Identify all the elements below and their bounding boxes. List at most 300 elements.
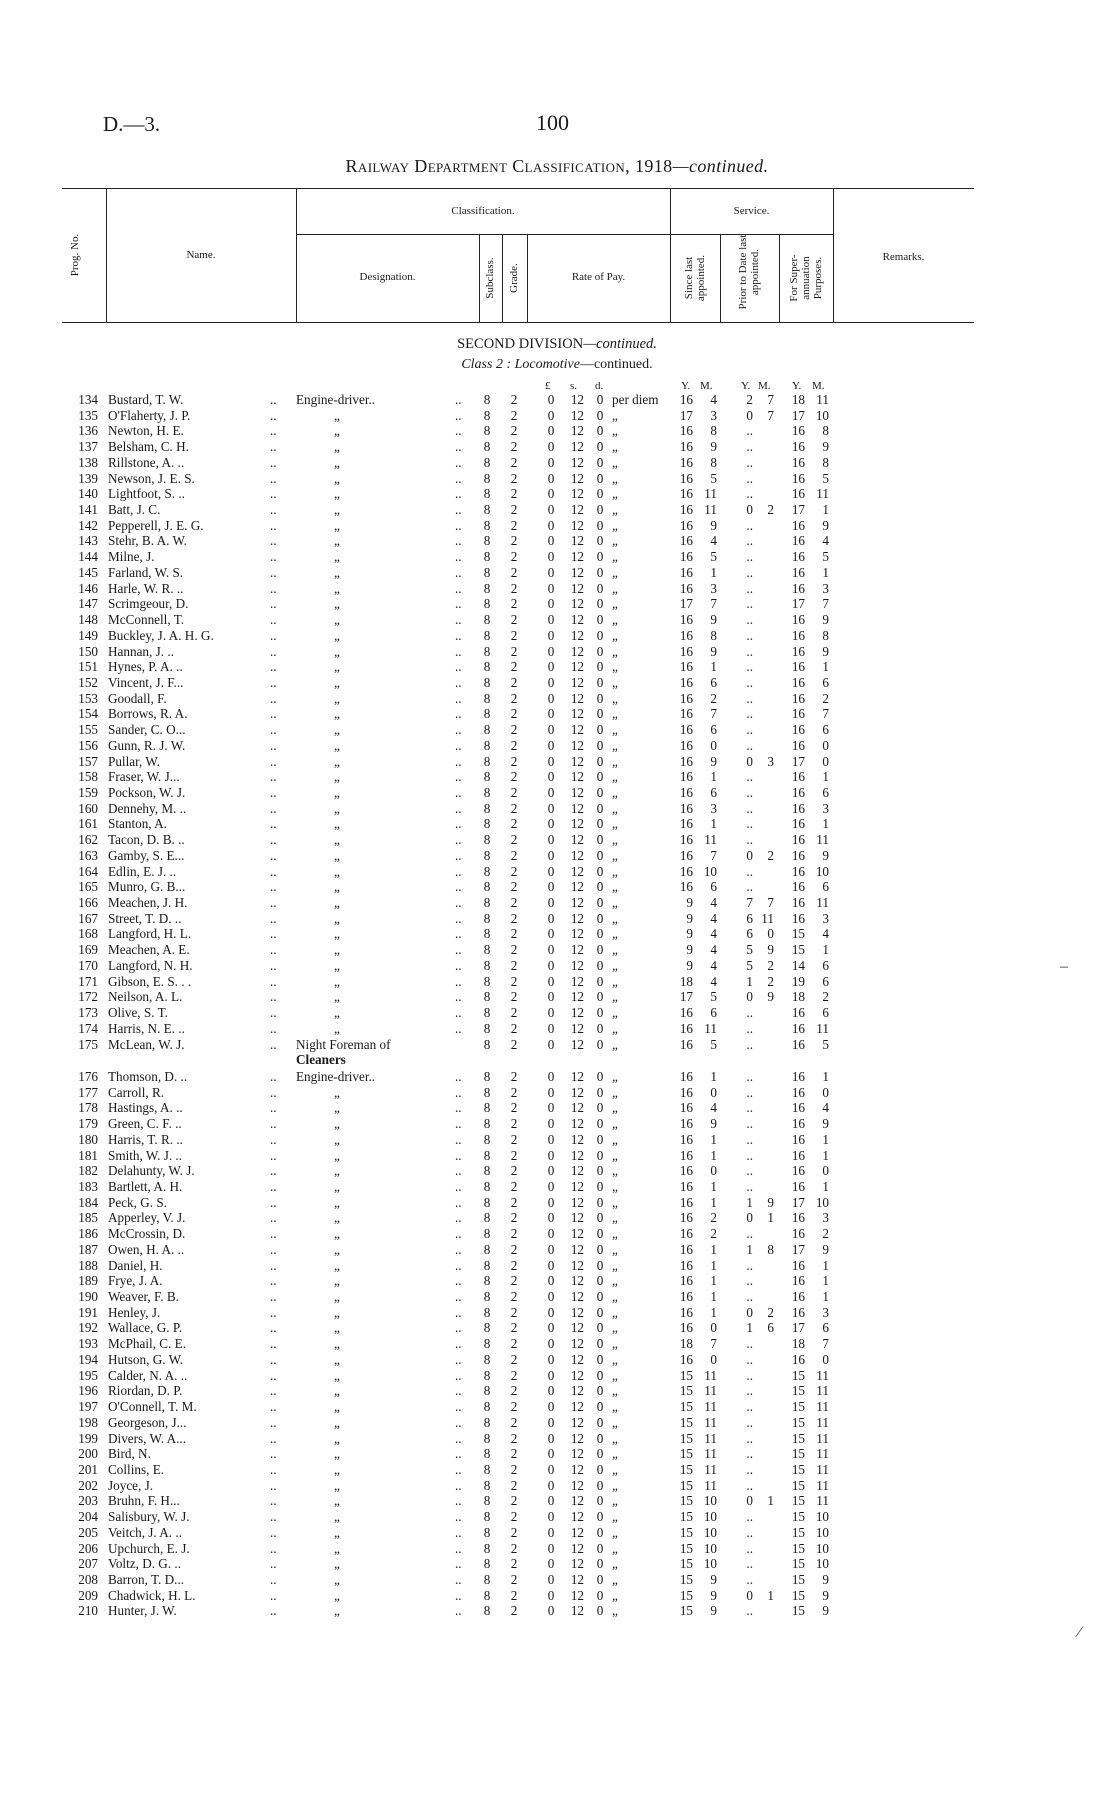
super-months: 1 xyxy=(822,1068,829,1084)
prior-years: .. xyxy=(746,612,753,628)
leader-dots: .. xyxy=(270,1493,277,1509)
super-years: 16 xyxy=(791,1210,805,1226)
leader-dots: .. xyxy=(455,847,462,863)
pay-pounds: 0 xyxy=(547,1572,555,1587)
super-months: 6 xyxy=(822,1320,829,1336)
designation: „ xyxy=(334,785,340,800)
unit-pence: d. xyxy=(595,380,604,392)
since-months: 1 xyxy=(710,564,717,580)
grade: 2 xyxy=(510,1036,518,1052)
prior-months: 11 xyxy=(761,910,774,926)
designation: „ xyxy=(334,1116,340,1132)
leader-dots: .. xyxy=(270,942,277,958)
super-months: 5 xyxy=(822,1036,829,1052)
leader-dots: .. xyxy=(270,1005,277,1021)
header-bottom-rule xyxy=(62,322,974,323)
pay-shillings: 12 xyxy=(570,580,584,596)
since-years: 16 xyxy=(679,439,693,455)
super-years: 16 xyxy=(791,533,805,549)
prog-no: 160 xyxy=(78,800,98,816)
prog-no: 175 xyxy=(78,1036,98,1052)
grade: 2 xyxy=(510,1524,518,1540)
pay-period: „ xyxy=(612,1603,618,1619)
since-years: 9 xyxy=(686,910,693,926)
subclass: 8 xyxy=(483,580,491,596)
grade: 2 xyxy=(510,1116,518,1132)
leader-dots: .. xyxy=(270,1509,277,1525)
grade: 2 xyxy=(510,1477,518,1493)
pay-pounds: 0 xyxy=(547,1147,555,1163)
table-row xyxy=(0,1179,1114,1195)
pay-pence: 0 xyxy=(596,690,604,706)
pay-period: „ xyxy=(612,1005,618,1021)
pay-shillings: 12 xyxy=(570,1399,584,1415)
super-months: 11 xyxy=(816,1446,829,1462)
leader-dots: .. xyxy=(455,957,462,973)
class-cont: —continued. xyxy=(579,357,653,372)
page-number: 100 xyxy=(536,110,569,135)
pay-shillings: 12 xyxy=(570,1430,584,1446)
pay-shillings: 12 xyxy=(570,1116,584,1132)
grade: 2 xyxy=(510,1304,518,1320)
prior-months: 2 xyxy=(767,1304,774,1320)
super-months: 9 xyxy=(822,847,829,863)
pay-pounds: 0 xyxy=(547,926,555,942)
since-months: 1 xyxy=(710,1257,717,1273)
pay-period: „ xyxy=(612,1068,618,1084)
pay-pounds: 0 xyxy=(547,580,555,596)
class-heading xyxy=(0,357,1114,373)
super-months: 9 xyxy=(822,1241,829,1257)
super-years: 15 xyxy=(791,1461,805,1477)
leader-dots: .. xyxy=(455,1226,462,1242)
unit-months-super: M. xyxy=(812,380,825,392)
pay-shillings: 12 xyxy=(570,863,584,879)
leader-dots: .. xyxy=(270,1194,277,1210)
leader-dots: .. xyxy=(270,1383,277,1399)
pay-shillings: 12 xyxy=(570,612,584,628)
pay-period: „ xyxy=(612,549,618,565)
pay-period: „ xyxy=(612,879,618,895)
table-row xyxy=(0,1509,1114,1525)
pay-shillings: 12 xyxy=(570,1509,584,1525)
pay-pence: 0 xyxy=(596,957,604,973)
pay-shillings: 12 xyxy=(570,1351,584,1367)
employee-name: Hutson, G. W. xyxy=(108,1351,184,1367)
pay-shillings: 12 xyxy=(570,627,584,643)
designation: „ xyxy=(334,1477,340,1493)
grade: 2 xyxy=(510,1509,518,1525)
super-years: 16 xyxy=(791,863,805,879)
super-months: 1 xyxy=(822,816,829,832)
pay-shillings: 12 xyxy=(570,1603,584,1619)
prior-years: .. xyxy=(746,1383,753,1399)
header-grade: Grade. xyxy=(508,263,520,293)
grade: 2 xyxy=(510,564,518,580)
since-months: 3 xyxy=(710,800,717,816)
prog-no: 201 xyxy=(78,1461,98,1477)
designation: „ xyxy=(334,926,340,942)
pay-pence: 0 xyxy=(596,1320,604,1336)
designation: „ xyxy=(334,1147,340,1163)
pay-pounds: 0 xyxy=(547,722,555,738)
pay-pence: 0 xyxy=(596,1477,604,1493)
prog-no: 198 xyxy=(78,1414,98,1430)
pay-pence: 0 xyxy=(596,1036,604,1052)
super-months: 7 xyxy=(822,596,829,612)
pay-period: „ xyxy=(612,910,618,926)
subclass: 8 xyxy=(483,1383,491,1399)
super-months: 11 xyxy=(816,1383,829,1399)
super-months: 3 xyxy=(822,580,829,596)
pay-period: „ xyxy=(612,439,618,455)
unit-shilling: s. xyxy=(570,380,578,392)
designation: „ xyxy=(334,1226,340,1242)
grade: 2 xyxy=(510,1241,518,1257)
pay-period: „ xyxy=(612,502,618,518)
pay-pence: 0 xyxy=(596,1587,604,1603)
leader-dots: .. xyxy=(270,1147,277,1163)
pay-pounds: 0 xyxy=(547,470,555,486)
prog-no: 166 xyxy=(78,895,98,911)
leader-dots: .. xyxy=(455,1147,462,1163)
pay-pounds: 0 xyxy=(547,1414,555,1430)
subclass: 8 xyxy=(483,1100,491,1116)
since-months: 9 xyxy=(710,1572,717,1587)
subclass: 8 xyxy=(483,1351,491,1367)
since-years: 16 xyxy=(679,1036,693,1052)
prog-no: 147 xyxy=(78,596,98,612)
super-months: 7 xyxy=(822,1336,829,1352)
table-row xyxy=(0,989,1114,1005)
since-years: 16 xyxy=(679,847,693,863)
table-row xyxy=(0,706,1114,722)
super-months: 4 xyxy=(822,926,829,942)
leader-dots: .. xyxy=(270,1399,277,1415)
pay-shillings: 12 xyxy=(570,392,584,407)
since-years: 16 xyxy=(679,627,693,643)
super-months: 0 xyxy=(822,1351,829,1367)
pay-shillings: 12 xyxy=(570,1273,584,1289)
pay-pounds: 0 xyxy=(547,1304,555,1320)
pay-pence: 0 xyxy=(596,1226,604,1242)
since-months: 4 xyxy=(710,1100,717,1116)
grade: 2 xyxy=(510,1210,518,1226)
employee-name: Lightfoot, S. .. xyxy=(108,486,185,502)
super-years: 16 xyxy=(791,1273,805,1289)
pay-period: „ xyxy=(612,1210,618,1226)
since-years: 16 xyxy=(679,659,693,675)
since-months: 3 xyxy=(710,407,717,423)
super-months: 0 xyxy=(822,737,829,753)
pay-pounds: 0 xyxy=(547,1226,555,1242)
pay-pounds: 0 xyxy=(547,879,555,895)
grade: 2 xyxy=(510,957,518,973)
prior-years: .. xyxy=(746,580,753,596)
grade: 2 xyxy=(510,1273,518,1289)
subclass: 8 xyxy=(483,957,491,973)
since-months: 6 xyxy=(710,674,717,690)
since-months: 1 xyxy=(710,769,717,785)
pay-pence: 0 xyxy=(596,1147,604,1163)
prior-years: .. xyxy=(746,643,753,659)
since-months: 4 xyxy=(710,533,717,549)
employee-name: Barron, T. D... xyxy=(108,1572,185,1587)
prior-years: .. xyxy=(746,1147,753,1163)
since-months: 9 xyxy=(710,1116,717,1132)
prior-years: .. xyxy=(746,486,753,502)
grade: 2 xyxy=(510,580,518,596)
super-years: 16 xyxy=(791,423,805,439)
leader-dots: .. xyxy=(270,1226,277,1242)
leader-dots: .. xyxy=(455,1383,462,1399)
since-months: 1 xyxy=(710,1289,717,1305)
prior-months: 9 xyxy=(767,1194,774,1210)
prog-no: 152 xyxy=(78,674,98,690)
subclass: 8 xyxy=(483,439,491,455)
table-row xyxy=(0,1100,1114,1116)
table-row xyxy=(0,1085,1114,1101)
pay-pence: 0 xyxy=(596,1163,604,1179)
leader-dots: .. xyxy=(270,1367,277,1383)
pay-pence: 0 xyxy=(596,1351,604,1367)
pay-shillings: 12 xyxy=(570,1493,584,1509)
leader-dots: .. xyxy=(455,1351,462,1367)
since-years: 16 xyxy=(679,423,693,439)
since-years: 16 xyxy=(679,1100,693,1116)
pay-shillings: 12 xyxy=(570,564,584,580)
prior-months: 0 xyxy=(767,926,774,942)
prior-months: 9 xyxy=(767,989,774,1005)
pay-shillings: 12 xyxy=(570,454,584,470)
prior-years: .. xyxy=(746,1068,753,1084)
prior-years: 6 xyxy=(746,910,753,926)
prior-years: 0 xyxy=(746,1304,753,1320)
prior-years: .. xyxy=(746,596,753,612)
super-months: 1 xyxy=(822,1147,829,1163)
leader-dots: .. xyxy=(455,596,462,612)
leader-dots: .. xyxy=(270,1320,277,1336)
leader-dots: .. xyxy=(270,973,277,989)
pay-pounds: 0 xyxy=(547,1241,555,1257)
since-months: 1 xyxy=(710,1131,717,1147)
pay-shillings: 12 xyxy=(570,926,584,942)
pay-shillings: 12 xyxy=(570,1036,584,1052)
prior-years: .. xyxy=(746,1524,753,1540)
pay-pence: 0 xyxy=(596,753,604,769)
pay-period: „ xyxy=(612,659,618,675)
employee-name: Salisbury, W. J. xyxy=(108,1509,190,1525)
pay-shillings: 12 xyxy=(570,973,584,989)
employee-name: Frye, J. A. xyxy=(108,1273,163,1289)
pay-shillings: 12 xyxy=(570,722,584,738)
prior-years: .. xyxy=(746,785,753,800)
prior-years: .. xyxy=(746,800,753,816)
pay-shillings: 12 xyxy=(570,942,584,958)
leader-dots: .. xyxy=(270,470,277,486)
class-label: Class 2 : Locomotive xyxy=(461,357,580,372)
pay-period: „ xyxy=(612,612,618,628)
grade: 2 xyxy=(510,926,518,942)
leader-dots: .. xyxy=(455,1005,462,1021)
grade: 2 xyxy=(510,1226,518,1242)
subclass: 8 xyxy=(483,612,491,628)
leader-dots: .. xyxy=(270,926,277,942)
since-years: 15 xyxy=(679,1556,693,1572)
table-row xyxy=(0,801,1114,817)
subclass: 8 xyxy=(483,1131,491,1147)
since-years: 16 xyxy=(679,832,693,848)
prior-months: 7 xyxy=(767,895,774,911)
subclass: 8 xyxy=(483,1414,491,1430)
pay-period: „ xyxy=(612,690,618,706)
subclass: 8 xyxy=(483,1210,491,1226)
leader-dots: .. xyxy=(455,1241,462,1257)
designation: „ xyxy=(334,1320,340,1336)
pay-pounds: 0 xyxy=(547,847,555,863)
pay-pounds: 0 xyxy=(547,1383,555,1399)
pay-pounds: 0 xyxy=(547,910,555,926)
leader-dots: .. xyxy=(455,1524,462,1540)
pay-pounds: 0 xyxy=(547,816,555,832)
prog-no: 169 xyxy=(78,942,98,958)
leader-dots: .. xyxy=(455,973,462,989)
since-months: 1 xyxy=(710,816,717,832)
employee-name: Newson, J. E. S. xyxy=(108,470,195,486)
designation: „ xyxy=(334,1461,340,1477)
pay-pence: 0 xyxy=(596,1367,604,1383)
pay-pounds: 0 xyxy=(547,1493,555,1509)
table-row xyxy=(0,565,1114,581)
prog-no: 141 xyxy=(78,502,98,518)
table-row xyxy=(0,958,1114,974)
since-years: 16 xyxy=(679,1179,693,1194)
super-months: 0 xyxy=(822,753,829,769)
employee-name: Neilson, A. L. xyxy=(108,989,183,1005)
since-months: 0 xyxy=(710,737,717,753)
since-months: 7 xyxy=(710,596,717,612)
designation: „ xyxy=(334,1020,340,1036)
header-remarks: Remarks. xyxy=(882,251,925,263)
grade: 2 xyxy=(510,659,518,675)
super-years: 16 xyxy=(791,612,805,628)
since-years: 16 xyxy=(679,800,693,816)
leader-dots: .. xyxy=(270,753,277,769)
super-months: 2 xyxy=(822,989,829,1005)
table-row xyxy=(0,533,1114,549)
leader-dots: .. xyxy=(270,423,277,439)
employee-name: Georgeson, J... xyxy=(108,1414,187,1430)
pay-shillings: 12 xyxy=(570,674,584,690)
leader-dots: .. xyxy=(270,1524,277,1540)
since-years: 15 xyxy=(679,1509,693,1525)
prior-years: 5 xyxy=(746,957,753,973)
leader-dots: .. xyxy=(270,486,277,502)
since-months: 7 xyxy=(710,1336,717,1352)
leader-dots: .. xyxy=(270,737,277,753)
since-months: 1 xyxy=(710,1147,717,1163)
designation: „ xyxy=(334,1100,340,1116)
subclass: 8 xyxy=(483,1320,491,1336)
since-years: 16 xyxy=(679,533,693,549)
pay-period: „ xyxy=(612,1383,618,1399)
employee-name: Chadwick, H. L. xyxy=(108,1587,196,1603)
since-years: 16 xyxy=(679,1116,693,1132)
leader-dots: .. xyxy=(455,1131,462,1147)
super-years: 16 xyxy=(791,1020,805,1036)
subclass: 8 xyxy=(483,1493,491,1509)
table-row xyxy=(0,1195,1114,1211)
prog-no: 164 xyxy=(78,863,98,879)
designation: „ xyxy=(334,407,340,423)
employee-name: Carroll, R. xyxy=(108,1084,165,1100)
prog-no: 135 xyxy=(78,407,98,423)
since-years: 15 xyxy=(679,1603,693,1619)
pay-period: „ xyxy=(612,1540,618,1556)
prior-years: .. xyxy=(746,1273,753,1289)
table-row xyxy=(0,1572,1114,1588)
employee-name: Pepperell, J. E. G. xyxy=(108,517,204,533)
super-years: 16 xyxy=(791,1068,805,1084)
pay-pounds: 0 xyxy=(547,706,555,722)
pay-period: „ xyxy=(612,674,618,690)
employee-name: Bruhn, F. H... xyxy=(108,1493,180,1509)
employee-name: Gamby, S. E... xyxy=(108,847,185,863)
subclass: 8 xyxy=(483,863,491,879)
pay-pounds: 0 xyxy=(547,942,555,958)
super-years: 15 xyxy=(791,1399,805,1415)
subclass: 8 xyxy=(483,659,491,675)
employee-name: Goodall, F. xyxy=(108,690,167,706)
designation: „ xyxy=(334,1587,340,1603)
leader-dots: .. xyxy=(270,1036,277,1052)
designation: „ xyxy=(334,627,340,643)
pay-pounds: 0 xyxy=(547,1194,555,1210)
pay-pence: 0 xyxy=(596,1179,604,1194)
leader-dots: .. xyxy=(270,1020,277,1036)
super-months: 11 xyxy=(816,1493,829,1509)
since-months: 9 xyxy=(710,612,717,628)
prior-years: .. xyxy=(746,674,753,690)
employee-name: Veitch, J. A. .. xyxy=(108,1524,182,1540)
pay-period: „ xyxy=(612,753,618,769)
leader-dots: .. xyxy=(455,1336,462,1352)
pay-shillings: 12 xyxy=(570,1461,584,1477)
leader-dots: .. xyxy=(455,1367,462,1383)
prior-years: 0 xyxy=(746,753,753,769)
table-row xyxy=(0,486,1114,502)
pay-pounds: 0 xyxy=(547,1351,555,1367)
since-months: 9 xyxy=(710,517,717,533)
pay-shillings: 12 xyxy=(570,1020,584,1036)
prog-no: 208 xyxy=(78,1572,98,1587)
pay-pence: 0 xyxy=(596,863,604,879)
prog-no: 155 xyxy=(78,722,98,738)
pay-shillings: 12 xyxy=(570,989,584,1005)
since-years: 15 xyxy=(679,1367,693,1383)
since-years: 16 xyxy=(679,486,693,502)
pay-pounds: 0 xyxy=(547,502,555,518)
table-row xyxy=(0,612,1114,628)
designation: „ xyxy=(334,596,340,612)
subclass: 8 xyxy=(483,769,491,785)
pay-period: „ xyxy=(612,1163,618,1179)
employee-name: Green, C. F. .. xyxy=(108,1116,182,1132)
pay-pounds: 0 xyxy=(547,674,555,690)
pay-period: „ xyxy=(612,816,618,832)
pay-shillings: 12 xyxy=(570,549,584,565)
pay-shillings: 12 xyxy=(570,879,584,895)
